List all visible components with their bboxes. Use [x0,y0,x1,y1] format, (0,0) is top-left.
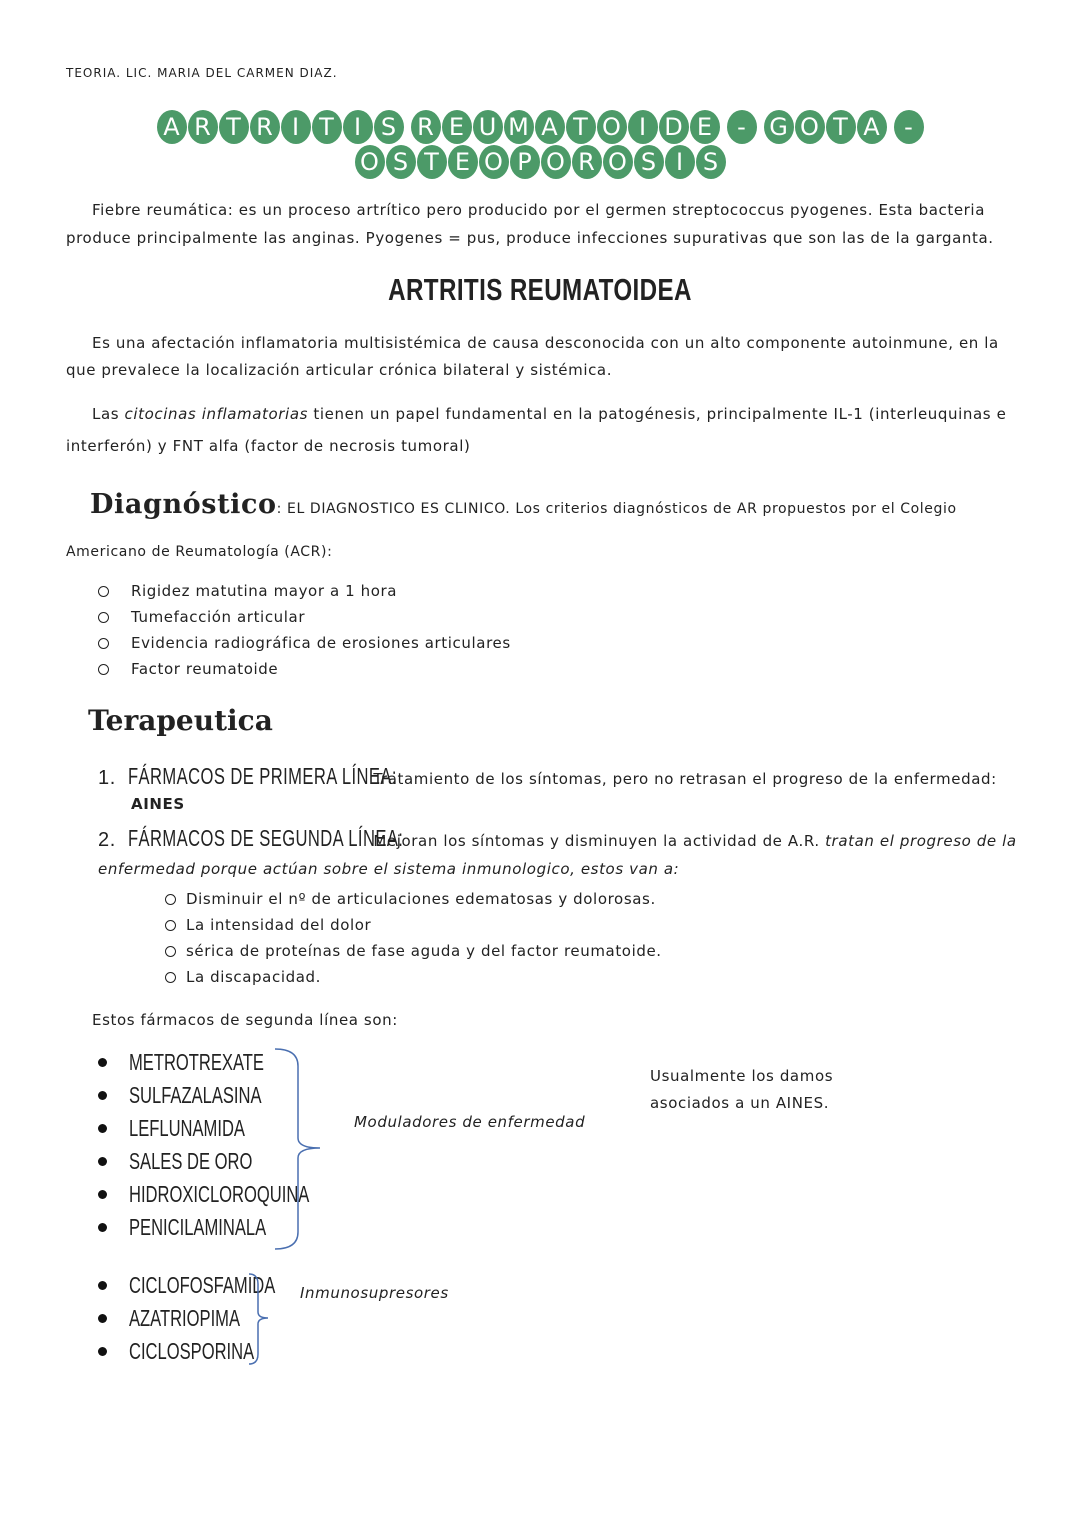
item-title: FÁRMACOS DE SEGUNDA LÍNEA: [128,825,404,851]
item-text: La discapacidad. [186,968,321,986]
inmunosupresores-label: Inmunosupresores [300,1284,449,1302]
effects-list [165,886,662,990]
title-letter-circle: A [157,110,187,144]
title-letter-circle: T [826,110,856,144]
bullet-icon [98,1223,107,1232]
diagnostico-heading: Diagnóstico [90,489,277,520]
item-title: FÁRMACOS DE PRIMERA LÍNEA: [128,763,397,789]
title-letter-circle: O [541,145,571,179]
list-item [98,1079,379,1112]
definition-text: Es una afectación inflamatoria multisistémica de causa desconocida con un alto componente autoinmune, en la que prevalece la localización articular crónica bilateral y sistémica. [66,334,999,379]
item-text: Disminuir el nº de articulaciones edematosas y dolorosas. [186,890,656,908]
brace-icon [270,1046,330,1252]
bullet-icon [98,1157,107,1166]
title-letter-circle: O [603,145,633,179]
intro-text: Fiebre reumática: es un proceso artrítico pero producido por el germen streptococcus pyogenes. Esta bacteria produce principalmente las anginas. Pyogenes = pus, produce infecciones supurativas que son las de la garganta. [66,201,994,247]
title-letter-circle: E [690,110,720,144]
text-italic: citocinas inflamatorias [124,405,309,423]
item-text: Mejoran los síntomas y disminuyen la actividad de A.R. [368,832,826,850]
intro-paragraph [66,196,1016,252]
drug-name: PENICILAMINALA [129,1214,267,1240]
bullet-icon [98,1091,107,1100]
item-text: Evidencia radiográfica de erosiones articulares [131,634,511,652]
title-letter-circle: P [510,145,540,179]
drug-name: LEFLUNAMIDA [129,1115,245,1141]
drug-name: AZATRIOPIMA [129,1305,241,1331]
drug-name: SULFAZALASINA [129,1082,262,1108]
text: Las [92,405,125,423]
circle-bullet-icon [165,894,176,905]
title-letter-circle: I [281,110,311,144]
list-item [98,1046,379,1079]
list-item [98,1145,379,1178]
item-text: Tratamiento de los síntomas, pero no retrasan el progreso de la enfermedad: [368,770,997,788]
bullet-icon [98,1281,107,1290]
therapy-item-1 [98,762,1028,815]
title-letter-circle: R [572,145,602,179]
paragraph-citocinas [66,398,1016,462]
title-letter-circle: O [597,110,627,144]
drug-name: METROTREXATE [129,1049,264,1075]
circle-bullet-icon [98,612,109,623]
drug-list-inmunosupresores [98,1269,332,1368]
list-item [98,604,511,630]
title-letter-circle: - [894,110,924,144]
paragraph-definition [66,330,1016,384]
title-letter-circle: S [634,145,664,179]
title-letter-circle: G [764,110,794,144]
list-item [98,1178,379,1211]
list-item [98,1211,379,1244]
title-line-2 [0,145,1080,179]
title-letter-circle: S [696,145,726,179]
title-letter-circle: T [219,110,249,144]
item-number: 2. [98,829,116,851]
note-text: Usualmente los damos asociados a un AINES. [650,1067,834,1112]
drug-list-moduladores [98,1046,379,1244]
moduladores-label: Moduladores de enfermedad [354,1113,586,1131]
item-italic-text: tratan el progreso de la enfermedad porque actúan sobre el sistema inmunologico, estos van a: [98,832,1017,878]
criteria-list [98,578,511,682]
title-letter-circle: O [479,145,509,179]
title-letter-circle: S [374,110,404,144]
bullet-icon [98,1124,107,1133]
aines-label: AINES [131,795,185,813]
circle-bullet-icon [98,638,109,649]
therapy-item-2 [98,824,1028,883]
list-item [98,656,511,682]
bullet-icon [98,1347,107,1356]
title-letter-circle: D [659,110,689,144]
title-letter-circle: R [411,110,441,144]
title-letter-circle: A [535,110,565,144]
list-item [98,1335,332,1368]
title-letter-circle: E [442,110,472,144]
second-line-label: Estos fármacos de segunda línea son: [92,1011,398,1029]
title-letter-circle: T [312,110,342,144]
list-item [98,1302,332,1335]
circle-bullet-icon [98,664,109,675]
bullet-icon [98,1058,107,1067]
title-letter-circle: I [665,145,695,179]
title-letter-circle: A [857,110,887,144]
title-letter-circle: O [355,145,385,179]
circle-bullet-icon [165,972,176,983]
title-letter-circle: T [417,145,447,179]
title-letter-circle: S [386,145,416,179]
bullet-icon [98,1190,107,1199]
list-item [165,886,662,912]
list-item [98,630,511,656]
list-item [165,912,662,938]
item-number: 1. [98,767,116,789]
list-item [98,578,511,604]
list-item [98,1269,332,1302]
brace-icon [246,1272,276,1366]
item-text: La intensidad del dolor [186,916,372,934]
circle-bullet-icon [165,946,176,957]
title-letter-circle: I [343,110,373,144]
drug-name: CICLOFOSFAMIDA [129,1272,276,1298]
item-text: Factor reumatoide [131,660,279,678]
title-line-1 [0,110,1080,144]
list-item [165,938,662,964]
title-letter-circle: E [448,145,478,179]
item-text: sérica de proteínas de fase aguda y del factor reumatoide. [186,942,662,960]
title-letter-circle: - [727,110,757,144]
title-letter-circle: U [473,110,503,144]
bullet-icon [98,1314,107,1323]
title-letter-circle: M [504,110,534,144]
drug-name: SALES DE ORO [129,1148,253,1174]
circle-bullet-icon [98,586,109,597]
item-text: Tumefacción articular [131,608,306,626]
diagnostico-text: : EL DIAGNOSTICO ES CLINICO. Los criterios diagnósticos de AR propuestos por el Colegio Americano de Reumatología (ACR): [66,501,957,560]
title-letter-circle: I [628,110,658,144]
title-letter-circle: R [250,110,280,144]
title-letter-circle: O [795,110,825,144]
section-title: ARTRITIS REUMATOIDEA [388,272,692,307]
title-letter-circle: T [566,110,596,144]
text: tienen un papel fundamental en la patogénesis, principalmente IL-1 (interleuquinas e interferón) y FNT alfa (factor de necrosis tumoral) [66,405,1007,455]
list-item [98,1112,379,1145]
circle-bullet-icon [165,920,176,931]
diagnostico-paragraph [66,484,1016,573]
drug-name: CICLOSPORINA [129,1338,255,1364]
page-header: TEORIA. LIC. MARIA DEL CARMEN DIAZ. [66,66,338,80]
drug-name: HIDROXICLOROQUINA [129,1181,310,1207]
terapeutica-heading: Terapeutica [88,704,273,737]
item-text: Rigidez matutina mayor a 1 hora [131,582,398,600]
title-letter-circle: R [188,110,218,144]
list-item [165,964,662,990]
